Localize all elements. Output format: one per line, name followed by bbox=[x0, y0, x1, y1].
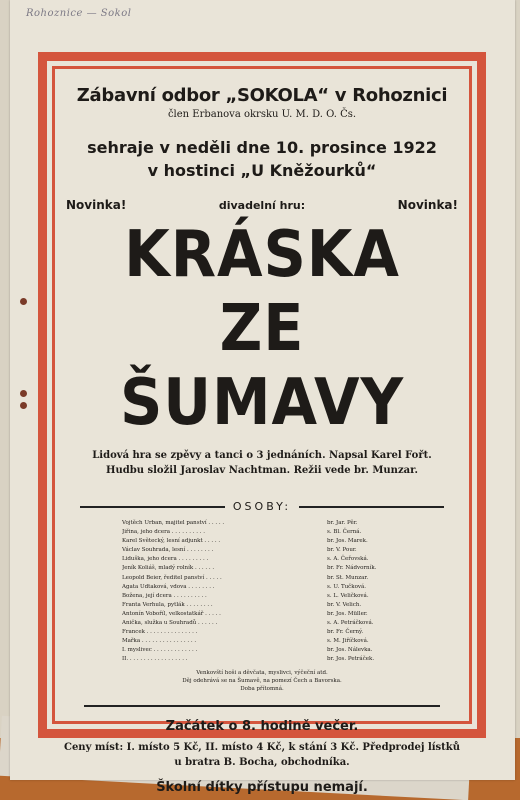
cast-row bbox=[122, 655, 422, 664]
cast-actor: br. Jos. Müller. bbox=[327, 610, 368, 617]
play-title-line-1: KRÁSKA bbox=[124, 218, 400, 292]
cast-role: Karel Světecký, lesní adjunkt . . . . . bbox=[122, 538, 221, 545]
cast-actor: s. L. Veličková. bbox=[327, 592, 369, 599]
cast-row bbox=[122, 528, 422, 537]
member-line: člen Erbanova okrsku U. M. D. O. Čs. bbox=[167, 109, 357, 120]
poster-content bbox=[60, 80, 464, 795]
footnote-line-1: Venkovští hoši a děvčata, myslivci, výčeční atd. bbox=[196, 669, 328, 676]
date-line: sehraje v neděli dne 10. prosince 1922 bbox=[87, 138, 437, 157]
play-description bbox=[60, 448, 464, 478]
cast-role: Liduška, jeho dcera . . . . . . . . . bbox=[122, 556, 209, 563]
cast-header bbox=[60, 500, 464, 513]
date-venue bbox=[60, 136, 464, 182]
cast-row bbox=[122, 555, 422, 564]
novinka-right: Novinka! bbox=[397, 198, 458, 212]
cast-role: Antonín Voboříl, velkostatkář . . . . . bbox=[122, 610, 221, 617]
divider bbox=[80, 506, 225, 508]
children-notice: Školní dítky přístupu nemají. bbox=[156, 779, 368, 795]
cast-role: Božena, její dcera . . . . . . . . . . bbox=[122, 592, 207, 599]
cast-row bbox=[122, 637, 422, 646]
play-intro: divadelní hru: bbox=[218, 199, 306, 212]
cast-actor: br. St. Munzar. bbox=[327, 574, 369, 581]
punch-hole bbox=[20, 298, 27, 305]
cast-role: Franta Verhula, pytlák . . . . . . . . bbox=[122, 601, 213, 608]
cast-role: Anička, služka u Souhradů . . . . . . bbox=[122, 620, 218, 627]
cast-row bbox=[122, 546, 422, 555]
pencil-annotation: Rohoznice — Sokol bbox=[26, 8, 132, 19]
cast-role: II. . . . . . . . . . . . . . . . . . bbox=[122, 656, 188, 663]
cast-row bbox=[122, 537, 422, 546]
cast-role: Václav Souhrada, lesní . . . . . . . . bbox=[122, 547, 214, 554]
ticket-prices bbox=[60, 740, 464, 770]
cast-actor: br. Jar. Pěr. bbox=[327, 520, 358, 526]
novinka-left: Novinka! bbox=[66, 198, 127, 212]
cast-role: Jiřina, jeho dcera . . . . . . . . . . bbox=[122, 529, 205, 536]
cast-row bbox=[122, 619, 422, 628]
play-title-line-2: ZE ŠUMAVY bbox=[119, 292, 405, 440]
cast-label: OSOBY: bbox=[232, 500, 292, 513]
cast-role: Jeník Koliáš, mladý rolník . . . . . . bbox=[122, 565, 215, 572]
cast-actor: s. Bl. Černá. bbox=[327, 529, 362, 536]
cast-role: I. myslivec . . . . . . . . . . . . . bbox=[122, 647, 198, 654]
start-time: Začátek o 8. hodině večer. bbox=[165, 718, 359, 734]
section-divider bbox=[84, 705, 440, 707]
cast-row bbox=[122, 583, 422, 592]
cast-role: Agata Udtaková, vdova . . . . . . . . bbox=[122, 583, 215, 590]
divider bbox=[299, 506, 444, 508]
organizer-heading: Zábavní odbor „SOKOLA“ v Rohoznici bbox=[76, 85, 448, 106]
cast-footnote bbox=[60, 669, 464, 693]
venue-line: v hostinci „U Kněžourků“ bbox=[147, 161, 377, 180]
cast-actor: br. Jos. Petráček. bbox=[327, 656, 375, 663]
cast-row bbox=[122, 592, 422, 601]
cast-actor: br. Fr. Nádvorník. bbox=[327, 565, 377, 572]
description-line-1: Lidová hra se zpěvy a tanci o 3 jednáních. Napsal Karel Fořt. bbox=[92, 450, 432, 461]
cast-role: Mařka . . . . . . . . . . . . . . . . bbox=[122, 638, 197, 645]
cast-actor: s. A. Petráčková. bbox=[327, 620, 374, 627]
cast-row bbox=[122, 564, 422, 573]
cast-row bbox=[122, 610, 422, 619]
cast-role: Leopold Beier, ředitel panství . . . . . bbox=[122, 574, 222, 581]
cast-row bbox=[122, 601, 422, 610]
novinka-row bbox=[60, 198, 464, 216]
cast-actor: br. Jos. Marek. bbox=[327, 538, 368, 545]
footnote-line-3: Doba přítomná. bbox=[240, 685, 284, 692]
cast-actor: s. U. Tučková. bbox=[327, 583, 367, 590]
cast-actor: s. M. Jiříčková. bbox=[327, 638, 369, 645]
cast-role: Francek . . . . . . . . . . . . . . . bbox=[122, 629, 198, 636]
footnote-line-2: Děj odehrává se na Šumavě, na pomezí Čech a Bavorska. bbox=[182, 677, 342, 684]
punch-hole bbox=[20, 402, 27, 409]
prices-line-2: u bratra B. Bocha, obchodníka. bbox=[174, 756, 350, 768]
cast-list bbox=[122, 519, 422, 665]
cast-actor: br. Jos. Nálevka. bbox=[327, 647, 373, 654]
cast-actor: br. V. Velich. bbox=[327, 601, 362, 608]
cast-row bbox=[122, 574, 422, 583]
cast-role: Vojtěch Urban, majitel panství . . . . . bbox=[122, 520, 225, 526]
description-line-2: Hudbu složil Jaroslav Nachtman. Režii vede br. Munzar. bbox=[106, 465, 418, 476]
cast-row bbox=[122, 646, 422, 655]
cast-actor: br. V. Pour. bbox=[327, 547, 357, 554]
cast-actor: s. A. Čeřovská. bbox=[327, 556, 369, 563]
cast-row bbox=[122, 628, 422, 637]
punch-hole bbox=[20, 390, 27, 397]
cast-row bbox=[122, 519, 422, 528]
prices-line-1: Ceny míst: I. místo 5 Kč, II. místo 4 Kč, k stání 3 Kč. Předprodej lístků bbox=[63, 741, 460, 753]
cast-actor: br. Fr. Černý. bbox=[327, 629, 364, 636]
